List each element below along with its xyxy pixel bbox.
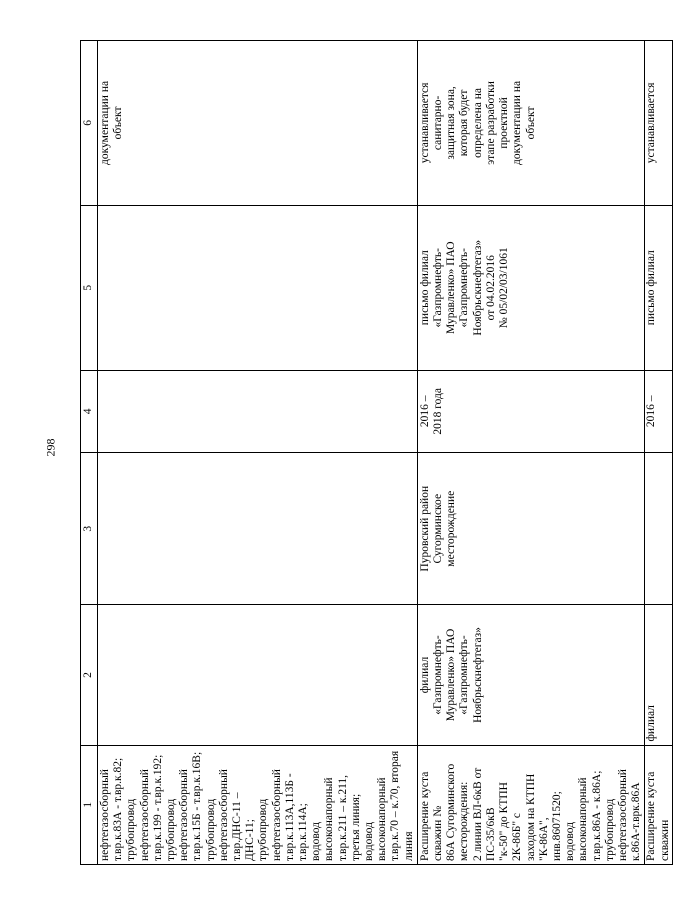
table-cell xyxy=(98,205,418,370)
table-row xyxy=(645,41,672,865)
table-cell: письмо филиал «Газпромнефть- Муравленко» ПАО «Газпромнефть- Ноябрьскнефтегаз» от 04.02.2016 № 05/02/03/1061 xyxy=(417,205,644,370)
header-col-6: 6 xyxy=(81,41,98,206)
table-cell: Расширение куста скважин № 86А Сугорминского месторождения: 2 линии ВЛ-6кВ от ПС-35/6кВ "к-50" до КТПН 2К-86Б" с заходом на КТПН "К-86А", инв.86071520; водовод высоконапорный т.вр.к.86А - к.86А; трубопровод нефтегазосборный к.86А-т.врк.86А xyxy=(417,745,644,864)
table-cell: 2016 – xyxy=(645,370,672,452)
table-cell xyxy=(98,370,418,452)
header-col-4: 4 xyxy=(81,370,98,452)
header-col-1: 1 xyxy=(81,745,98,864)
table-cell: филиал xyxy=(645,605,672,745)
table-cell xyxy=(98,605,418,745)
table-cell: письмо филиал xyxy=(645,205,672,370)
table-cell: Пуровский район Сугорминское месторождение xyxy=(417,453,644,605)
table-cell: 2016 – 2018 года xyxy=(417,370,644,452)
data-table xyxy=(80,40,673,865)
table-cell: устанавливается санитарно- защитная зона, которая будет определена на этапе разработки проектной документации на объект xyxy=(417,41,644,206)
table-cell xyxy=(98,453,418,605)
table-cell xyxy=(645,453,672,605)
table-cell: Расширение куста скважин xyxy=(645,745,672,864)
table-header-row xyxy=(81,41,98,865)
table-cell: филиал «Газпромнефть- Муравленко» ПАО «Газпромнефть- Ноябрьскнефтегаз» xyxy=(417,605,644,745)
page-number: 298 xyxy=(43,438,58,457)
table-row xyxy=(417,41,644,865)
header-col-5: 5 xyxy=(81,205,98,370)
header-col-3: 3 xyxy=(81,453,98,605)
header-col-2: 2 xyxy=(81,605,98,745)
table-cell: устанавливается xyxy=(645,41,672,206)
rotated-table-container xyxy=(80,40,671,865)
table-row xyxy=(98,41,418,865)
table-cell: документации на объект xyxy=(98,41,418,206)
table-cell: нефтегазосборный т.вр.к.83А - т.вр.к.82; трубопровод нефтегазосборный т.вр.к.199 - т.вр.к.192; трубопровод нефтегазосборный т.вр.к.15Б - т.вр.к.16В; трубопровод нефтегазосборный т.вр.ДНС-11 – ДНС-11; трубопровод нефтегазосборный т.вр.к.113А,113Б - т.вр.к.114А; водовод высоконапорный т.вр.к.211 – к.211, третья линия; водовод высоконапорный т.вр.к.70 – к.70, вторая линия xyxy=(98,745,418,864)
